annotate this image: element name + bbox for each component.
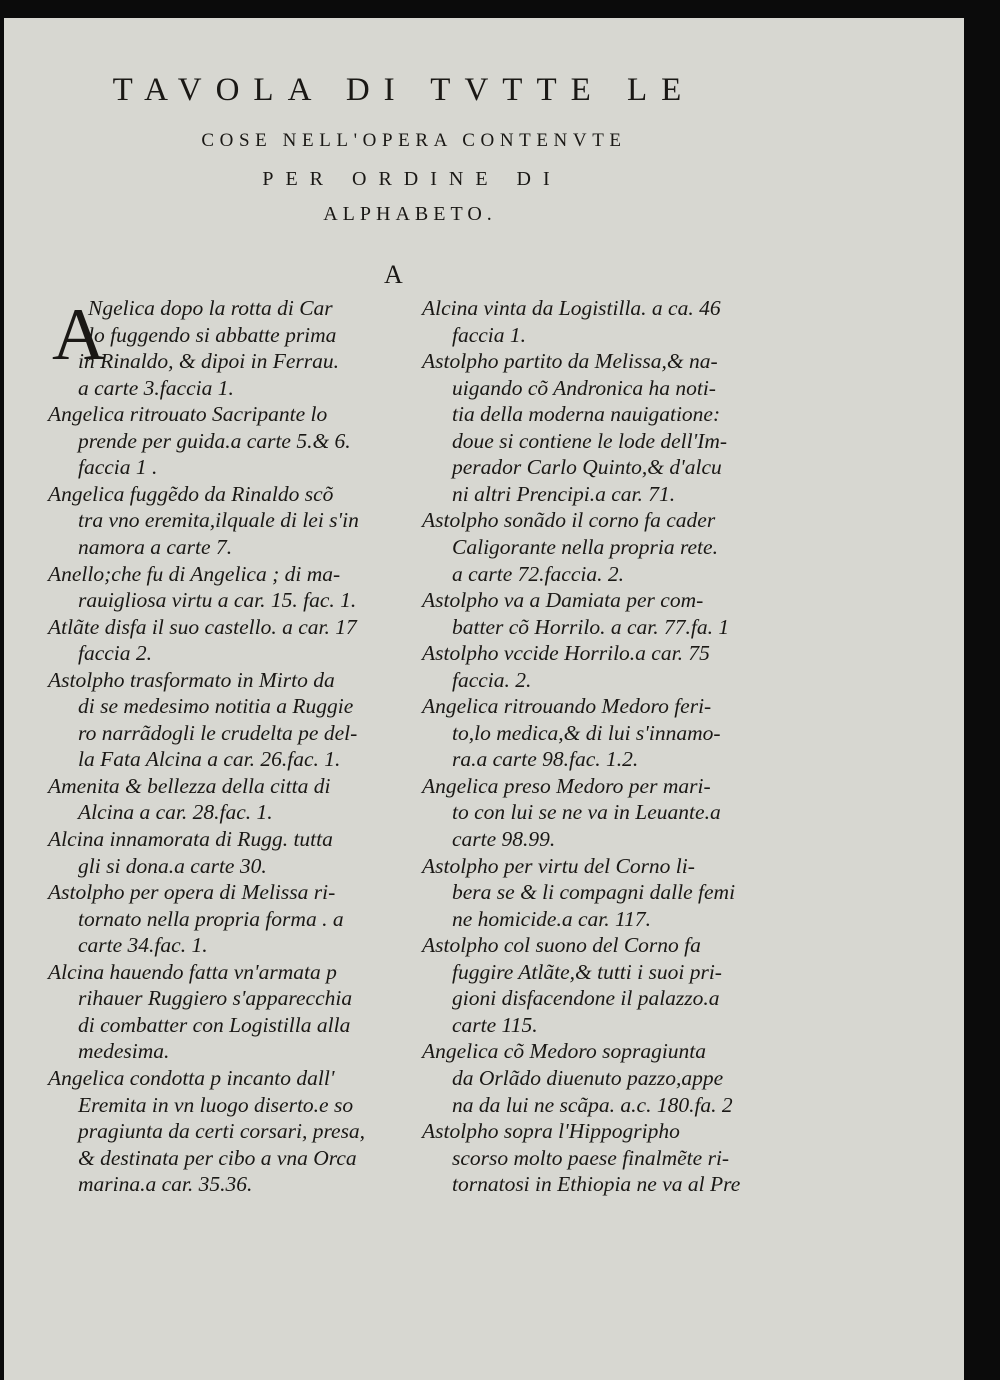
left-column-line: Angelica condotta p incanto dall': [48, 1065, 335, 1090]
right-column-line: Astolpho sopra l'Hippogripho: [422, 1119, 680, 1144]
left-column-line: tra vno eremita,ilquale di lei s'in: [78, 508, 359, 533]
right-column-line: to con lui se ne va in Leuante.a: [452, 800, 721, 825]
right-column-line: a carte 72.faccia. 2.: [452, 561, 624, 586]
right-column-line: ne homicide.a car. 117.: [452, 906, 652, 931]
left-column-line: lo fuggendo si abbatte prima: [88, 322, 337, 347]
left-column-line: ro narrãdogli le crudelta pe del-: [78, 720, 358, 745]
left-column-line: la Fata Alcina a car. 26.fac. 1.: [78, 747, 341, 772]
left-column-line: Atlãte disfa il suo castello. a car. 17: [48, 614, 357, 639]
left-column-line: Astolpho trasformato in Mirto da: [48, 667, 335, 692]
left-column-line: medesima.: [78, 1039, 170, 1064]
right-column-line: gioni disfacendone il palazzo.a: [452, 986, 720, 1011]
right-column-line: to,lo medica,& di lui s'innamo-: [452, 720, 721, 745]
right-column-line: Alcina vinta da Logistilla. a ca. 46: [422, 296, 721, 320]
left-column-line: Alcina hauendo fatta vn'armata p: [48, 959, 337, 984]
right-column-line: carte 98.99.: [452, 827, 556, 851]
left-column-line: Angelica fuggẽdo da Rinaldo scõ: [48, 481, 334, 506]
left-column-line: carte 34.fac. 1.: [78, 933, 208, 958]
left-column-line: rauigliosa virtu a car. 15. fac. 1.: [78, 588, 357, 613]
right-column-line: perador Carlo Quinto,& d'alcu: [452, 455, 722, 480]
right-column-line: scorso molto paese finalmẽte ri-: [452, 1145, 730, 1170]
left-column-line: faccia 2.: [78, 641, 153, 666]
right-column-line: carte 115.: [452, 1012, 538, 1037]
right-column-line: Angelica cõ Medoro sopragiunta: [422, 1039, 707, 1064]
left-column-line: Alcina a car. 28.fac. 1.: [78, 800, 273, 825]
right-column-line: tornatosi in Ethiopia ne va al Pre: [452, 1172, 741, 1197]
left-column-line: Amenita & bellezza della citta di: [48, 773, 331, 798]
section-letter: A: [384, 260, 403, 289]
right-column-line: Angelica preso Medoro per mari-: [422, 773, 711, 798]
right-column-line: Astolpho per virtu del Corno li-: [422, 853, 695, 878]
left-column-line: di combatter con Logistilla alla: [78, 1012, 351, 1037]
right-column-line: Astolpho vccide Horrilo.a car. 75: [422, 641, 710, 666]
left-column-line: tornato nella propria forma . a: [78, 906, 344, 931]
book-page: [4, 18, 964, 1380]
left-column-line: prende per guida.a carte 5.& 6.: [78, 428, 351, 453]
title-line-1: TAVOLA DI TVTTE LE: [112, 72, 696, 108]
left-column-line: Alcina innamorata di Rugg. tutta: [48, 827, 333, 851]
left-column-line: gli si dona.a carte 30.: [78, 853, 267, 878]
left-column-line: in Rinaldo, & dipoi in Ferrau.: [78, 349, 339, 374]
right-column-line: Caligorante nella propria rete.: [452, 534, 718, 559]
right-column-line: fuggire Atlãte,& tutti i suoi pri-: [452, 959, 722, 984]
left-column-line: a carte 3.faccia 1.: [78, 375, 234, 400]
right-column-line: faccia. 2.: [452, 667, 532, 692]
title-line-4: ALPHABETO.: [323, 203, 497, 225]
left-column-line: Eremita in vn luogo diserto.e so: [78, 1092, 354, 1117]
right-column-line: Astolpho partito da Melissa,& na-: [422, 349, 718, 374]
left-column-line: Anello;che fu di Angelica ; di ma-: [48, 561, 341, 586]
left-column-line: & destinata per cibo a vna Orca: [78, 1145, 357, 1170]
right-column-line: bera se & li compagni dalle femi: [452, 880, 736, 905]
right-column-line: batter cõ Horrilo. a car. 77.fa. 1: [452, 614, 730, 639]
right-column-line: faccia 1.: [452, 322, 527, 347]
right-column-line: ra.a carte 98.fac. 1.2.: [452, 747, 639, 772]
right-column-line: na da lui ne scãpa. a.c. 180.fa. 2: [452, 1092, 733, 1117]
right-column-line: doue si contiene le lode dell'Im-: [452, 428, 728, 453]
left-column-line: di se medesimo notitia a Ruggie: [78, 694, 354, 719]
title-line-2: COSE NELL'OPERA CONTENVTE: [201, 130, 627, 151]
right-column-line: tia della moderna nauigatione:: [452, 402, 721, 427]
left-column-line: pragiunta da certi corsari, presa,: [78, 1119, 366, 1144]
right-column-line: uigando cõ Andronica ha noti-: [452, 375, 716, 400]
left-column-line: namora a carte 7.: [78, 534, 233, 559]
right-column-line: da Orlãdo diuenuto pazzo,appe: [452, 1065, 724, 1090]
left-column-line: Astolpho per opera di Melissa ri-: [48, 880, 336, 905]
right-column-line: Astolpho va a Damiata per com-: [422, 588, 704, 613]
drop-cap: A: [52, 294, 106, 376]
left-column-line: rihauer Ruggiero s'apparecchia: [78, 986, 353, 1011]
left-column-line: Ngelica dopo la rotta di Car: [88, 296, 333, 320]
right-column-line: ni altri Prencipi.a car. 71.: [452, 481, 676, 506]
right-column-line: Astolpho col suono del Corno fa: [422, 933, 701, 958]
left-column-line: Angelica ritrouato Sacripante lo: [48, 402, 328, 427]
right-column-line: Angelica ritrouando Medoro feri-: [422, 694, 712, 719]
left-column-line: marina.a car. 35.36.: [78, 1172, 253, 1197]
title-line-3: PER ORDINE DI: [262, 168, 562, 190]
right-column-line: Astolpho sonãdo il corno fa cader: [422, 508, 716, 533]
left-column-line: faccia 1 .: [78, 455, 158, 480]
